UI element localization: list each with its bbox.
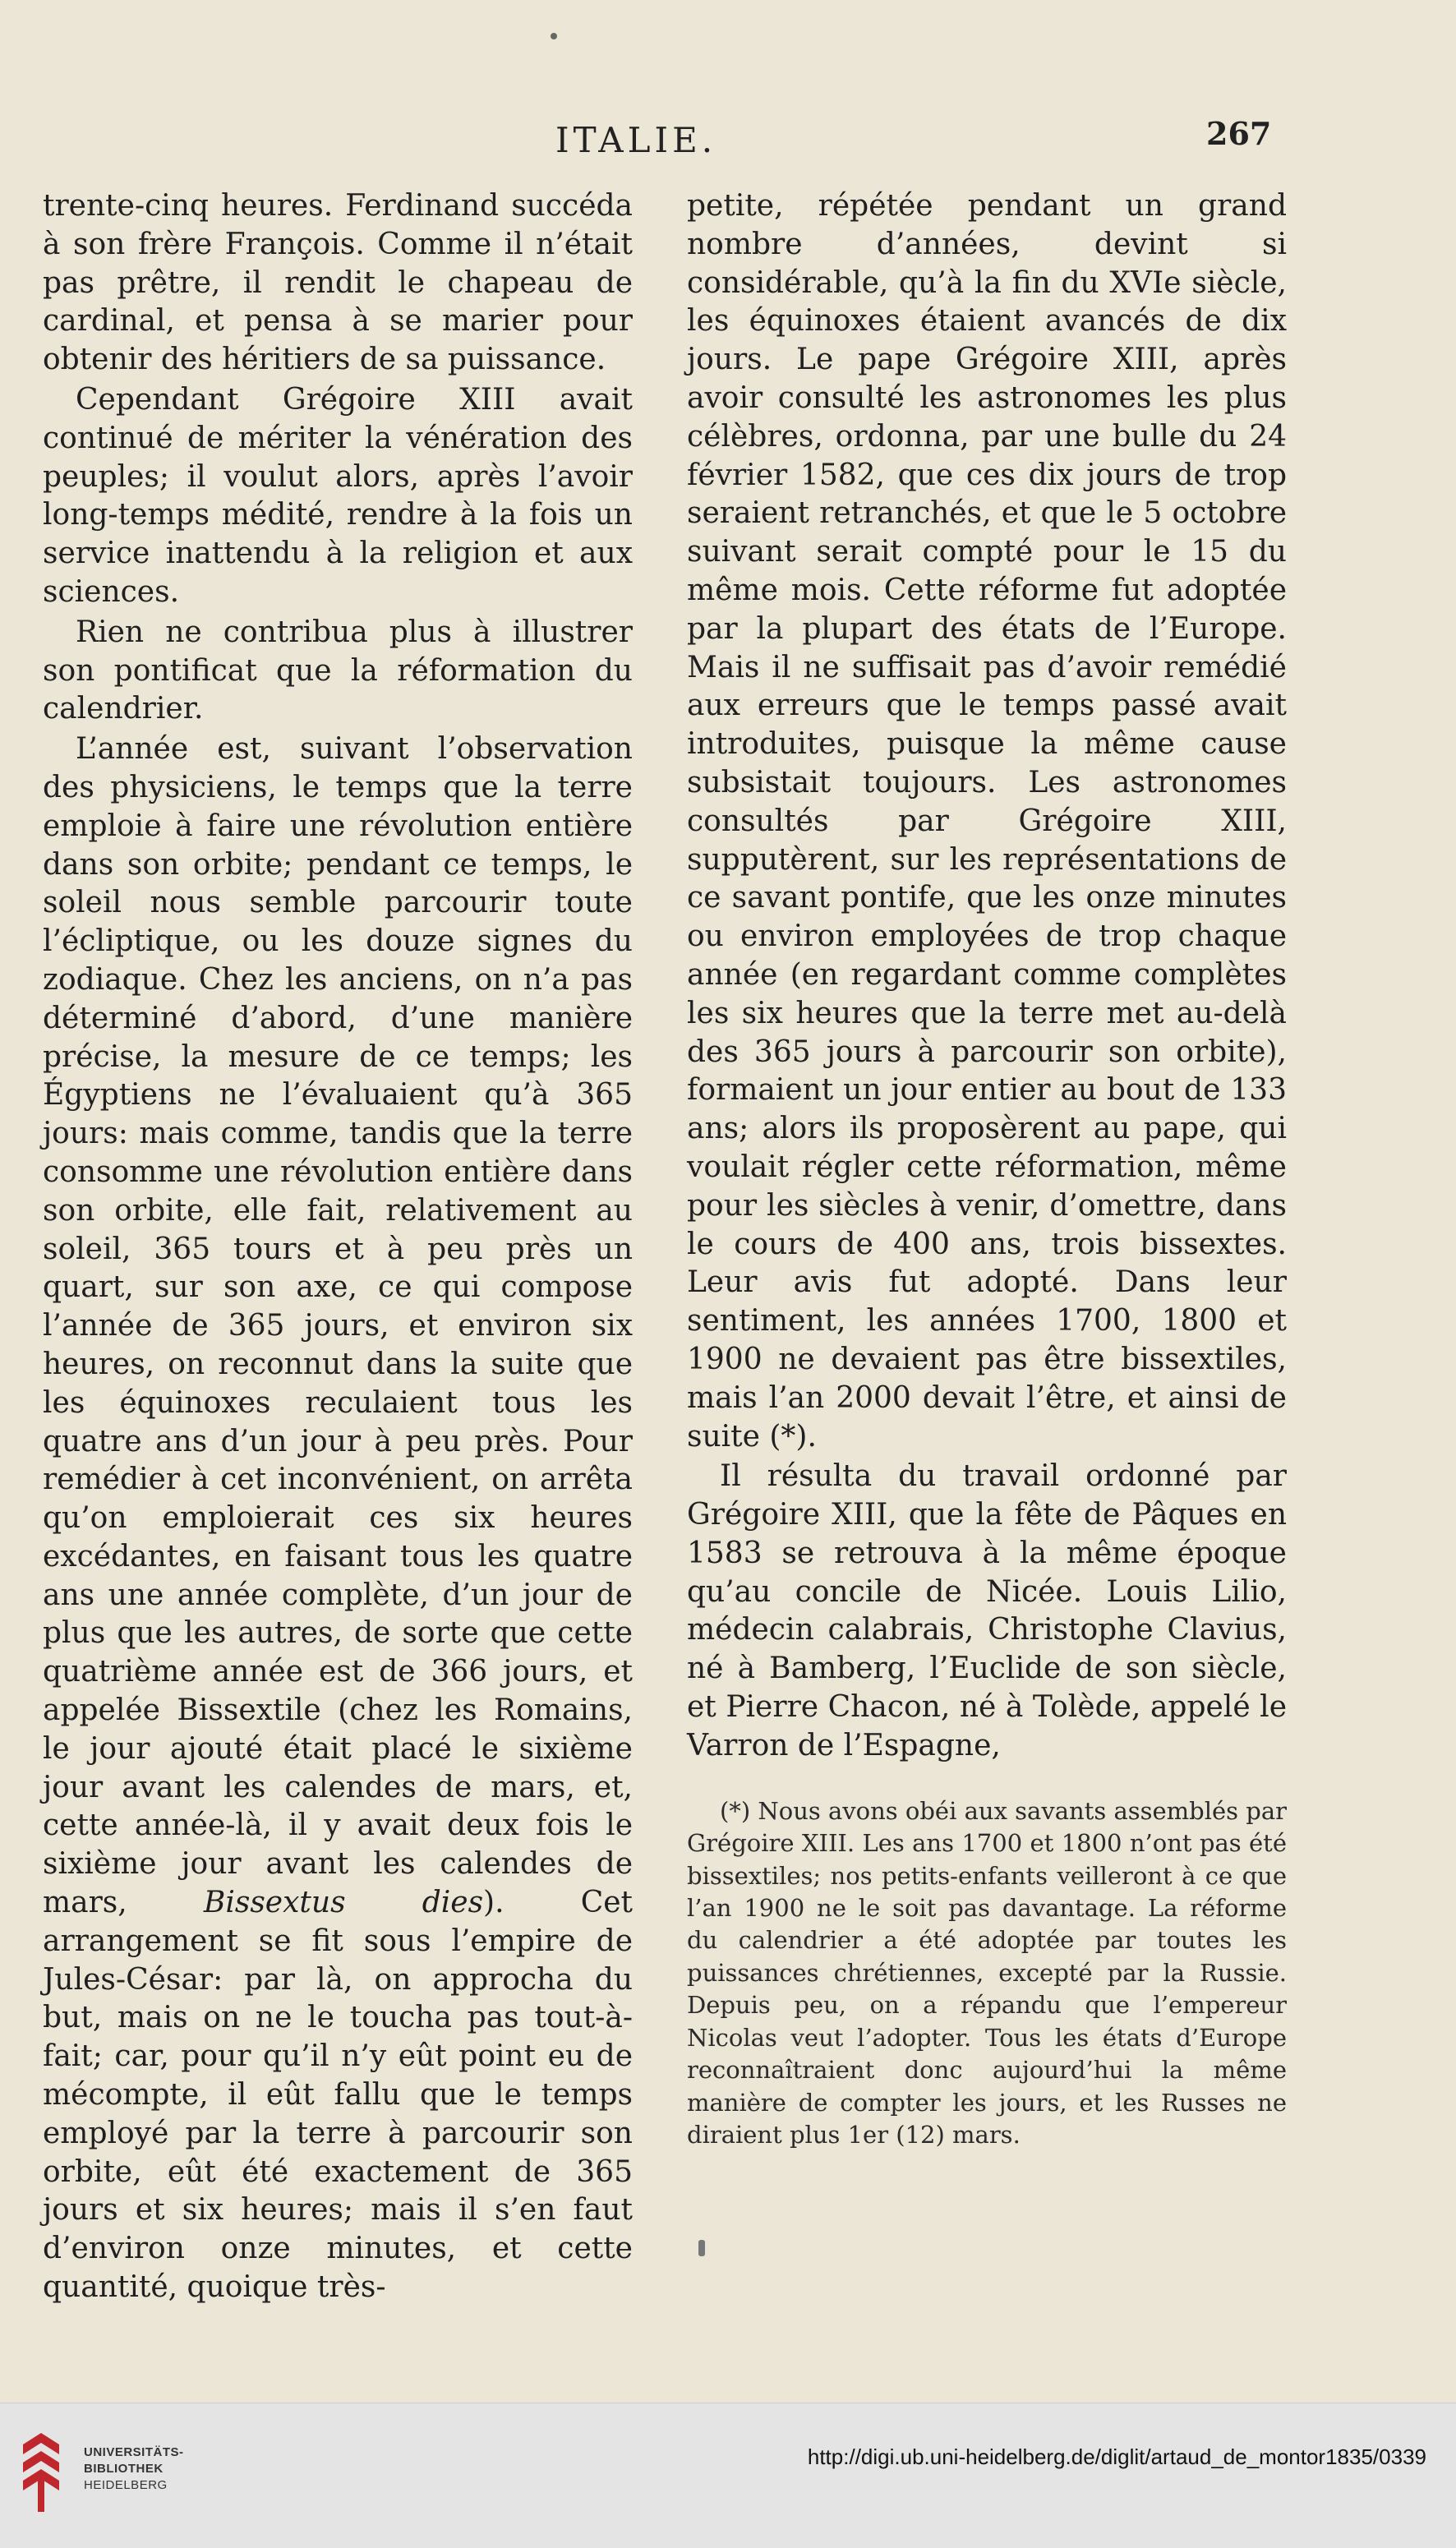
footnote (687, 1795, 1287, 2152)
italic-term: Bissextus dies (203, 1886, 484, 1920)
paragraph-text: ). Cet arrangement se fit sous l’empire de Jules-César: par là, on approcha du but, mais on ne le toucha pas tout-à-fait; car, pour qu’il n’y eût point eu de mécompte, il eût fallu que le temps employé par la terre à parcourir son orbite, eût été exactement de 365 jours et six heures; mais il s’en faut d’environ onze minutes, et cette quantité, quoique très- (43, 1886, 634, 2305)
paragraph: trente-cinq heures. Ferdinand succéda à son frère François. Comme il n’était pas prêtre, il rendit le chapeau de cardinal, et pensa à se marier pour obtenir des héritiers de sa puissance. (43, 189, 633, 377)
library-name-line: BIBLIOTHEK (84, 2462, 164, 2476)
left-column (43, 187, 633, 2309)
paragraph (43, 730, 633, 2307)
paragraph: petite, répétée pendant un grand nombre d’années, devint si considérable, qu’à la fin du XVIe siècle, les équinoxes étaient avancés de dix jours. Le pape Grégoire XIII, après avoir consulté les astronomes les plus célèbres, ordonna, par une bulle du 24 février 1582, que ces dix jours de trop seraient retranchés, et que le 5 octobre suivant serait compté pour le 15 du même mois. Cette réforme fut adoptée par la plupart des états de l’Europe. Mais il ne suffisait pas d’avoir remédié aux erreurs que le temps passé avait introduites, puisque la même cause subsistait toujours. Les astronomes consultés par Grégoire XIII, supputèrent, sur les représentations de ce savant pontife, que les onze minutes ou environ employées de trop chaque année (en regardant comme complètes les six heures que la terre met au-delà des 365 jours à parcourir son orbite), formaient un jour entier au bout de 133 ans; alors ils proposèrent au pape, qui voulait régler cette réformation, même pour les siècles à venir, d’omettre, dans le cours de 400 ans, trois bissextes. Leur avis fut adopté. Dans leur sentiment, les années 1700, 1800 et 1900 ne devaient pas être bissextiles, mais l’an 2000 devait l’être, et ainsi de suite (*). (687, 189, 1287, 1454)
viewer-footer (0, 2403, 1456, 2548)
page-number: 267 (1206, 115, 1272, 152)
print-mark (551, 33, 557, 39)
paragraph: Il résulta du travail ordonné par Grégoire XIII, que la fête de Pâques en 1583 se retrouva à la même époque qu’au concile de Nicée. Louis Lilio, médecin calabrais, Christophe Clavius, né à Bamberg, l’Euclide de son siècle, et Pierre Chacon, né à Tolède, appelé le Varron de l’Espagne, (687, 1459, 1287, 1762)
paragraph: Rien ne contribua plus à illustrer son pontificat que la réformation du calendrier. (43, 615, 633, 726)
paragraph: Cependant Grégoire XIII avait continué de mériter la vénération des peuples; il voulut alors, après l’avoir long-temps médité, rendre à la fois un service inattendu à la religion et aux sciences. (43, 382, 633, 609)
library-name-line: UNIVERSITÄTS- (84, 2445, 184, 2459)
university-logo-icon (18, 2428, 64, 2518)
running-title: ITALIE. (555, 120, 717, 160)
library-name (84, 2444, 184, 2494)
paragraph-text: L’année est, suivant l’observation des physiciens, le temps que la terre emploie à faire une révolution entière dans son orbite; pendant ce temps, le soleil nous semble parcourir toute l’écliptique, ou les douze signes du zodiaque. Chez les anciens, on n’a pas déterminé d’abord, d’une manière précise, la mesure de ce temps; les Égyptiens ne l’évaluaient qu’à 365 jours: mais comme, tandis que la terre consomme une révolution entière dans son orbite, elle fait, relativement au soleil, 365 tours et à peu près un quart, sur son axe, ce qui compose l’année de 365 jours, et environ six heures, on reconnut dans la suite que les équinoxes reculaient tous les quatre ans d’un jour à peu près. Pour remédier à cet inconvénient, on arrêta qu’on emploierait ces six heures excédantes, en faisant tous les quatre ans une année complète, d’un jour de plus que les autres, de sorte que cette quatrième année est de 366 jours, et appelée Bissextile (chez les Romains, le jour ajouté était placé le sixième jour avant les calendes de mars, et, cette année-là, il y avait deux fois le sixième jour avant les calendes de mars, (43, 732, 633, 1920)
print-mark (698, 2240, 705, 2256)
right-column (687, 187, 1287, 2151)
library-name-line: HEIDELBERG (84, 2478, 168, 2492)
footnote-text: (*) Nous avons obéi aux savants assemblés par Grégoire XIII. Les ans 1700 et 1800 n’ont pas été bissextiles; nos petits-enfants veilleront à ce que l’an 1900 ne le soit pas davantage. La réforme du calendrier a été adoptée par toutes les puissances chrétiennes, excepté par la Russie. Depuis peu, on a répandu que l’empereur Nicolas veut l’adopter. Tous les états d’Europe reconnaîtraient donc aujourd’hui la même manière de compter les jours, et les Russes ne diraient plus 1er (12) mars. (687, 1796, 1287, 2149)
permalink-url[interactable]: http://digi.ub.uni-heidelberg.de/diglit/artaud_de_montor1835/0339 (807, 2444, 1426, 2469)
